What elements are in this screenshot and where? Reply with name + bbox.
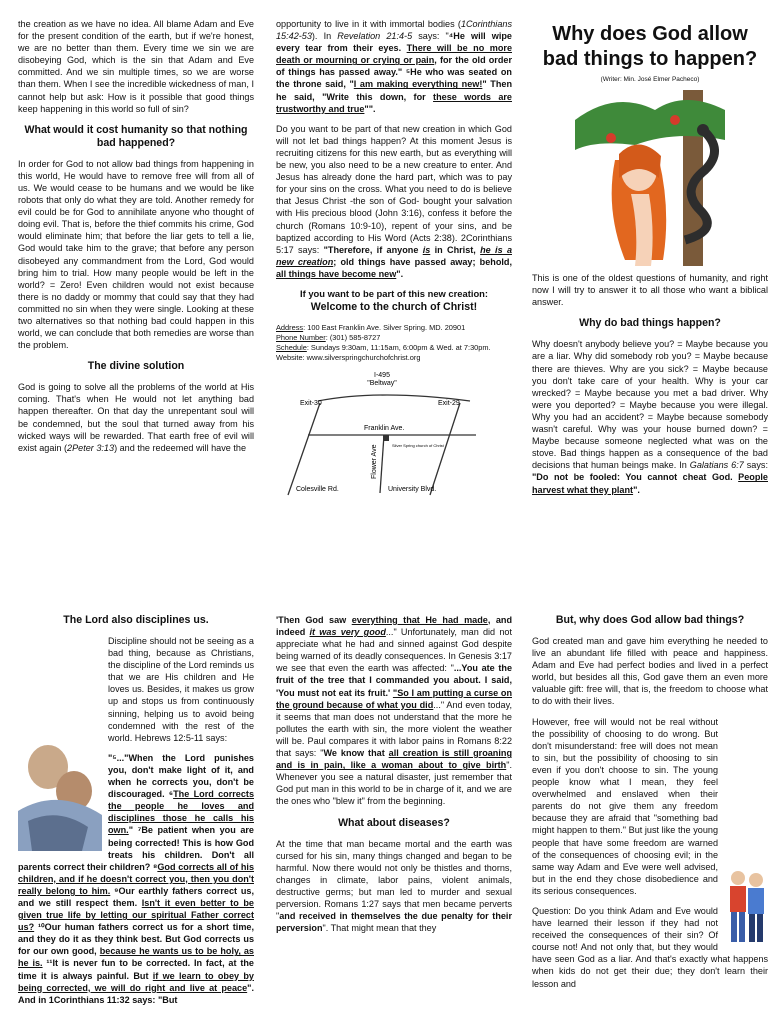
map-label-exit29: Exit-29 (438, 400, 460, 408)
map-label-flower: Flower Ave (371, 444, 378, 480)
section-heading-diseases: What about diseases? (338, 816, 450, 829)
directions-map (280, 369, 480, 497)
paragraph: Discipline should not be seeing as a bad thing, because as Christians, the discipline of the Lord reminds us that we are His children and He loves us. Besides, it makes us grow up and stops us from continuously sinning, helping us to avoid being condemned with the rest of the world. Hebrews 12:5-11 says: (108, 636, 254, 743)
paragraph: Do you want to be part of that new creation in which God will not let bad things happen? At this moment Jesus is recruiting citizens for this new earth, but as everything will be new, you also need to be a new creature to enter. And Jesus has already done the hard part, which was to pay for your sins on the cross. What you need to do is believe that Jesus Christ -the son of God- bought your salvation with His precious blood (John 3:16), confess it before the church (Romans 10:9-10), repent of your sins, and be baptized according to His Word (Acts 2:38). 2Corinthians 5:17 says: "Therefore, if anyone is in Christ, he is a new creation; old things have passed away; behold, all things have become new". (276, 123, 512, 279)
map-label-franklin: Franklin Ave. (364, 425, 405, 433)
brochure-title: Why does God allow bad things to happen? (542, 23, 758, 70)
invitation-line: If you want to be part of this new creation: (299, 287, 489, 299)
map-label-exit30: Exit-30 (300, 400, 322, 408)
column-top-right (532, 18, 768, 588)
map-label-colesville: Colesville Rd. (296, 486, 339, 494)
paragraph: Question: Do you think Adam and Eve would have learned their lesson if they had not received the consequences of their sin? Of course not! And not only that, but they would have seen God as a liar. And that's exactly what happens when kids do not get their due; they don't learn their lesson and (532, 905, 768, 989)
paragraph: At the time that man became mortal and the earth was cursed for his sin, many things changed and began to be harmful. Now there would not only be thistles and thorns, changes in climate, labor pains, violent animals, destructive germs; but man led to murder and sexual perversion. Romans 1:27 says that men became perverts "and received in themselves the due penalty for their perversion". That might mean that they (276, 838, 512, 934)
scripture-ref: Revelation 21:4-5 (337, 31, 413, 42)
map-label-church: Silver Spring church of Christ (392, 443, 444, 449)
scripture-ref: Galatians 6:7 (689, 460, 744, 471)
paragraph: 'Then God saw everything that He had made, and indeed it was very good..." Unfortunately, man did not appreciate what he had and sinned against God despite being warned of its deadly consequences. In Genesis 3:17 we see that even the earth was affected: "...You ate the fruit of the tree that I commanded you about. I said, 'You must not eat its fruit.' "So I am putting a curse on the ground because of what you did..." And even today, it seems that man does not understand that the more he pollutes the earth with sin, the more violent the weather will be. Paul compares it with labor pains in Romans 8:22 that says: "We know that all creation is still groaning and is in pain, like a woman about to give birth". Whenever you see a natural disaster, just remember that God put man in this world to be in charge of it, and we are the ones who "blew it" from the beginning. (276, 615, 512, 807)
contact-info: Address: 100 East Franklin Ave. Silver Spring. MD. 20901 Phone Number: (301) 585-8727 Schedule: Sundays 9:30am, 11:15am, 6:00pm & Wed. at 7:30pm. Website: www.silverspringchurchofchrist.org (276, 323, 491, 363)
parent-child-photo (18, 731, 102, 851)
section-heading-free-will: But, why does God allow bad things? (555, 614, 745, 626)
section-heading-divine-solution: The divine solution (87, 360, 185, 373)
section-heading-cost: What would it cost humanity so that nothing bad happened? (24, 123, 248, 149)
paragraph: opportunity to live in it with immortal bodies (1Corinthians 15:42-53). In Revelation 21:4-5 says: "⁴He will wipe every tear from their eyes. There will be no more death or mourning or crying or pain, for the old order of things has passed away." ⁵He who was seated on the throne said, "I am making everything new!" Then he said, "Write this down, for these words are trustworthy and true"". (276, 19, 512, 114)
paragraph: This is one of the oldest questions of humanity, and right now I will try to answer it to all those who want a biblical answer. (532, 273, 768, 308)
map-label-i495: I-495 (374, 372, 390, 380)
column-top-middle (276, 18, 512, 588)
column-bottom-right (532, 614, 768, 1024)
eve-and-serpent-illustration (575, 90, 725, 266)
column-top-left (18, 18, 254, 588)
map-label-beltway: "Beltway" (367, 380, 397, 388)
section-heading-discipline: The Lord also disciplines us. (63, 614, 209, 626)
welcome-heading: Welcome to the church of Christ! (310, 301, 478, 314)
paragraph: God created man and gave him everything he needed to live an abundant life filled with peace and happiness. Adam and Eve had perfect bodies and lived in a perfect world, but besides all this, God gave them an even more valuable gift: free will, that is, the freedom to choose what to do with their lives. (532, 636, 768, 707)
scripture-ref: 2Peter 3:13 (67, 442, 115, 453)
map-label-university: University Blvd. (388, 486, 437, 494)
paragraph: Why doesn't anybody believe you? = Maybe because you are a liar. Why did somebody rob you? = Maybe because there are thieves. Why are you sick? = Maybe because you don't take care of your health. Why is your car wrecked? = Maybe because you met a bad driver. Why were you deported? = Maybe because you were illegal. Why you had an accident? = Maybe because somebody wasn't careful. Why was your house burned down? = Maybe because someone neglected what was on the stove. Bad things happen as a consequence of the bad decisions that human beings make. In Galatians 6:7 says: "Do not be fooled: You cannot cheat God. People harvest what they plant". (532, 339, 768, 495)
paragraph: God is going to solve all the problems of the world at His coming. That's when He would not let anything bad happen thereafter. On that day the unrepentant soul will be condemned, but the soul that turned away from his wicked ways will be rewarded. That earth free of evil will exist again (2Peter 3:13) and the redeemed will have the (18, 382, 254, 453)
paragraph: In order for God to not allow bad things from happening in this world, He would have to remove free will from all of us. We would cease to be humans and we would be like robots that only do what they are told. Another remedy for evil could be for God to annihilate anyone who thought of doing evil. That is, before the thief commits his crime, God would eliminate him; that before the liar gets to tell a lie, God would take him to the grave; that before any person disobeyed any commandment from the Lord, God would bring him to trial. How many people would be left in the world? = Zero! Even children would not exist because there is no daddy or mommy that could say that they had committed no sin when they were single. Looking at these two alternatives so that nothing bad could happen in this world, we can conclude that both remedies are worse than the problem. (18, 158, 254, 351)
paragraph: However, free will would not be real without the possibility of choosing to do wrong. But don't misunderstand: free will does not mean to sin, but the possibility of choosing to sin even if you don't choose to sin. The young people know what I mean, they feel overwhelmed and enslaved when their parents do not give them any freedom because they are afraid that "something bad might happen to them." But just like the young people that have some freedom are warned of the consequences of choosing evil; in the same way Adam and Eve were well advised, but in the end they chose disobedience and its serious consequences. (532, 716, 718, 896)
column-bottom-middle (276, 614, 512, 1024)
paragraph: "⁵..."When the Lord punishes you, don't make light of it, and when he corrects you, don't be discouraged. ⁶The Lord corrects the people he loves and disciplines those he calls his own." ⁷Be patient when you are being corrected! This is how God treats his children. Don't all parents correct their children? ⁸God corrects all of his children, and if he doesn't correct you, then you don't really belong to him. ⁹Our earthly fathers correct us, and we still respect them. Isn't it even better to be given true life by letting our spiritual Father correct us? ¹⁰Our human fathers correct us for a short time, and they do it as they think best. But God corrects us for our own good, because he wants us to be holy, as he is. ¹¹It is never fun to be corrected. In fact, at the time it is always painful. But if we learn to obey by being corrected, we will do right and live at peace". And in 1Corinthians 11:32 says: "But (18, 752, 254, 1005)
paragraph: the creation as we have no idea. All blame Adam and Eve for the present condition of the earth, but if we're honest, we are no better than them. Every time we sin we are disobeying God, which is the sin that Adam and Eve committed. And we sin multiple times, so we are worse than them. When I see the incredible wickedness of man, I cannot help but ask: How is it possible that good things keep happening in this world so full of sin? (18, 19, 254, 114)
young-people-illustration (724, 866, 768, 946)
scripture-ref: 1Corinthians 15:42-53 (276, 19, 512, 42)
column-bottom-left (18, 614, 254, 1024)
writer-credit: (Writer: Min. José Elmer Pacheco) (600, 76, 700, 83)
section-heading-why: Why do bad things happen? (579, 317, 721, 330)
